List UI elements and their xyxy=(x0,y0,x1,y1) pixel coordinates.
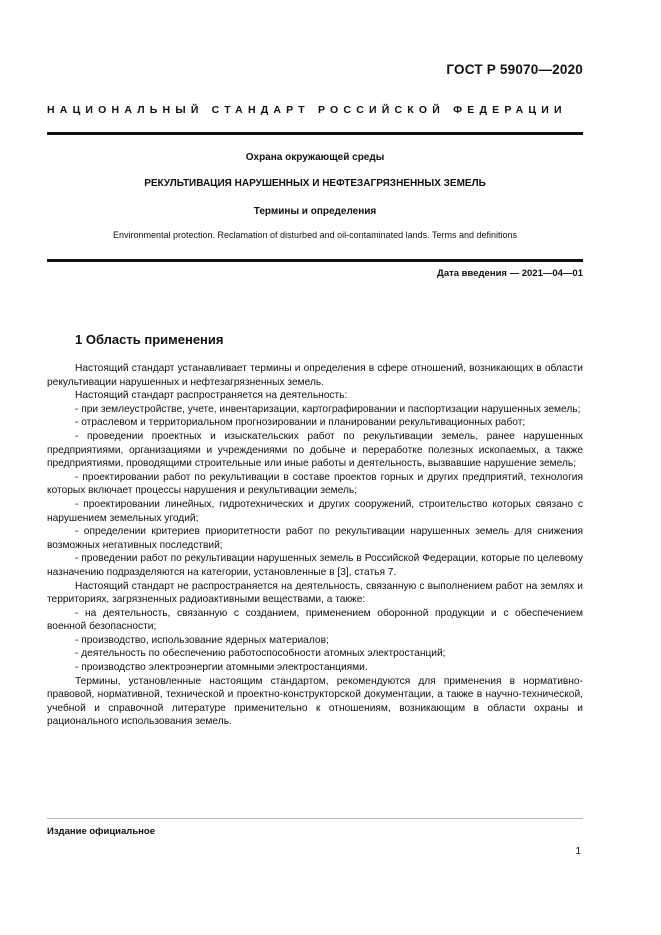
list-item: - проектировании работ по рекультивации в составе проектов горных и других предприятий, технология которых включает процессы нарушения и рекультивации земель; xyxy=(47,471,583,497)
standard-number: ГОСТ Р 59070—2020 xyxy=(446,62,583,77)
list-item: - проведении работ по рекультивации нарушенных земель в Российской Федерации, которые по целевому назначению подразделяются на категории, установленные в [3], статья 7. xyxy=(47,553,583,578)
official-edition-label: Издание официальное xyxy=(47,826,155,837)
paragraph: Настоящий стандарт распространяется на деятельность: xyxy=(75,390,348,402)
introduction-date: Дата введения — 2021—04—01 xyxy=(437,268,583,279)
paragraph: Термины, установленные настоящим стандартом, рекомендуются для применения в нормативно-правовой, нормативной, технической и проектно-конструкторской документации, а также в научно-технической, учебной и справочной литературе применительно к отношениям, возникающим в области охраны и рационального использования земель. xyxy=(47,675,583,728)
standard-title: РЕКУЛЬТИВАЦИЯ НАРУШЕННЫХ И НЕФТЕЗАГРЯЗНЕННЫХ ЗЕМЕЛЬ xyxy=(144,178,486,189)
list-item: - отраслевом и территориальном прогнозировании и планировании рекультивационных работ; xyxy=(75,417,526,429)
national-standard-heading: НАЦИОНАЛЬНЫЙ СТАНДАРТ РОССИЙСКОЙ ФЕДЕРАЦИИ xyxy=(47,104,567,116)
list-item: - определении критериев приоритетности работ по рекультивации нарушенных земель для снижения возможных негативных последствий; xyxy=(47,526,583,551)
english-title: Environmental protection. Reclamation of disturbed and oil-contaminated lands. Terms and definitions xyxy=(112,230,518,240)
list-item: - деятельность по обеспечению работоспособности атомных электростанций; xyxy=(75,648,446,660)
standard-subtitle: Термины и определения xyxy=(253,206,377,217)
list-item: - на деятельность, связанную с созданием, применением оборонной продукции и с обеспечением военной безопасности; xyxy=(47,607,583,633)
top-divider xyxy=(47,132,583,135)
section-body xyxy=(47,362,583,729)
section-heading: 1 Область применения xyxy=(75,332,224,347)
standard-group: Охрана окружающей среды xyxy=(245,152,385,163)
title-divider xyxy=(47,259,583,262)
list-item: - проектировании линейных, гидротехнических и других сооружений, строительство которых связано с нарушением земельных угодий; xyxy=(47,498,583,524)
paragraph: Настоящий стандарт устанавливает термины и определения в сфере отношений, возникающих в области рекультивации нарушенных и нефтезагрязненных земель. xyxy=(47,363,583,388)
list-item: - при землеустройстве, учете, инвентаризации, картографировании и паспортизации нарушенных земель; xyxy=(75,403,581,415)
paragraph: Настоящий стандарт не распространяется на деятельность, связанную с выполнением работ на землях и территориях, загрязненных радиоактивными веществами, а также: xyxy=(47,580,583,606)
page-number: 1 xyxy=(575,846,581,857)
list-item: - проведении проектных и изыскательских работ по рекультивации земель, ранее нарушенных предприятиями, организациями и учреждениями по добыче и переработке полезных ископаемых, а также предприятиями, проводящими строительные или иные работы и деятельность, вызвавшие нарушение земель; xyxy=(47,430,583,470)
list-item: - производство, использование ядерных материалов; xyxy=(75,634,329,646)
list-item: - производство электроэнергии атомными электростанциями. xyxy=(75,662,368,674)
footer-divider xyxy=(47,818,583,819)
